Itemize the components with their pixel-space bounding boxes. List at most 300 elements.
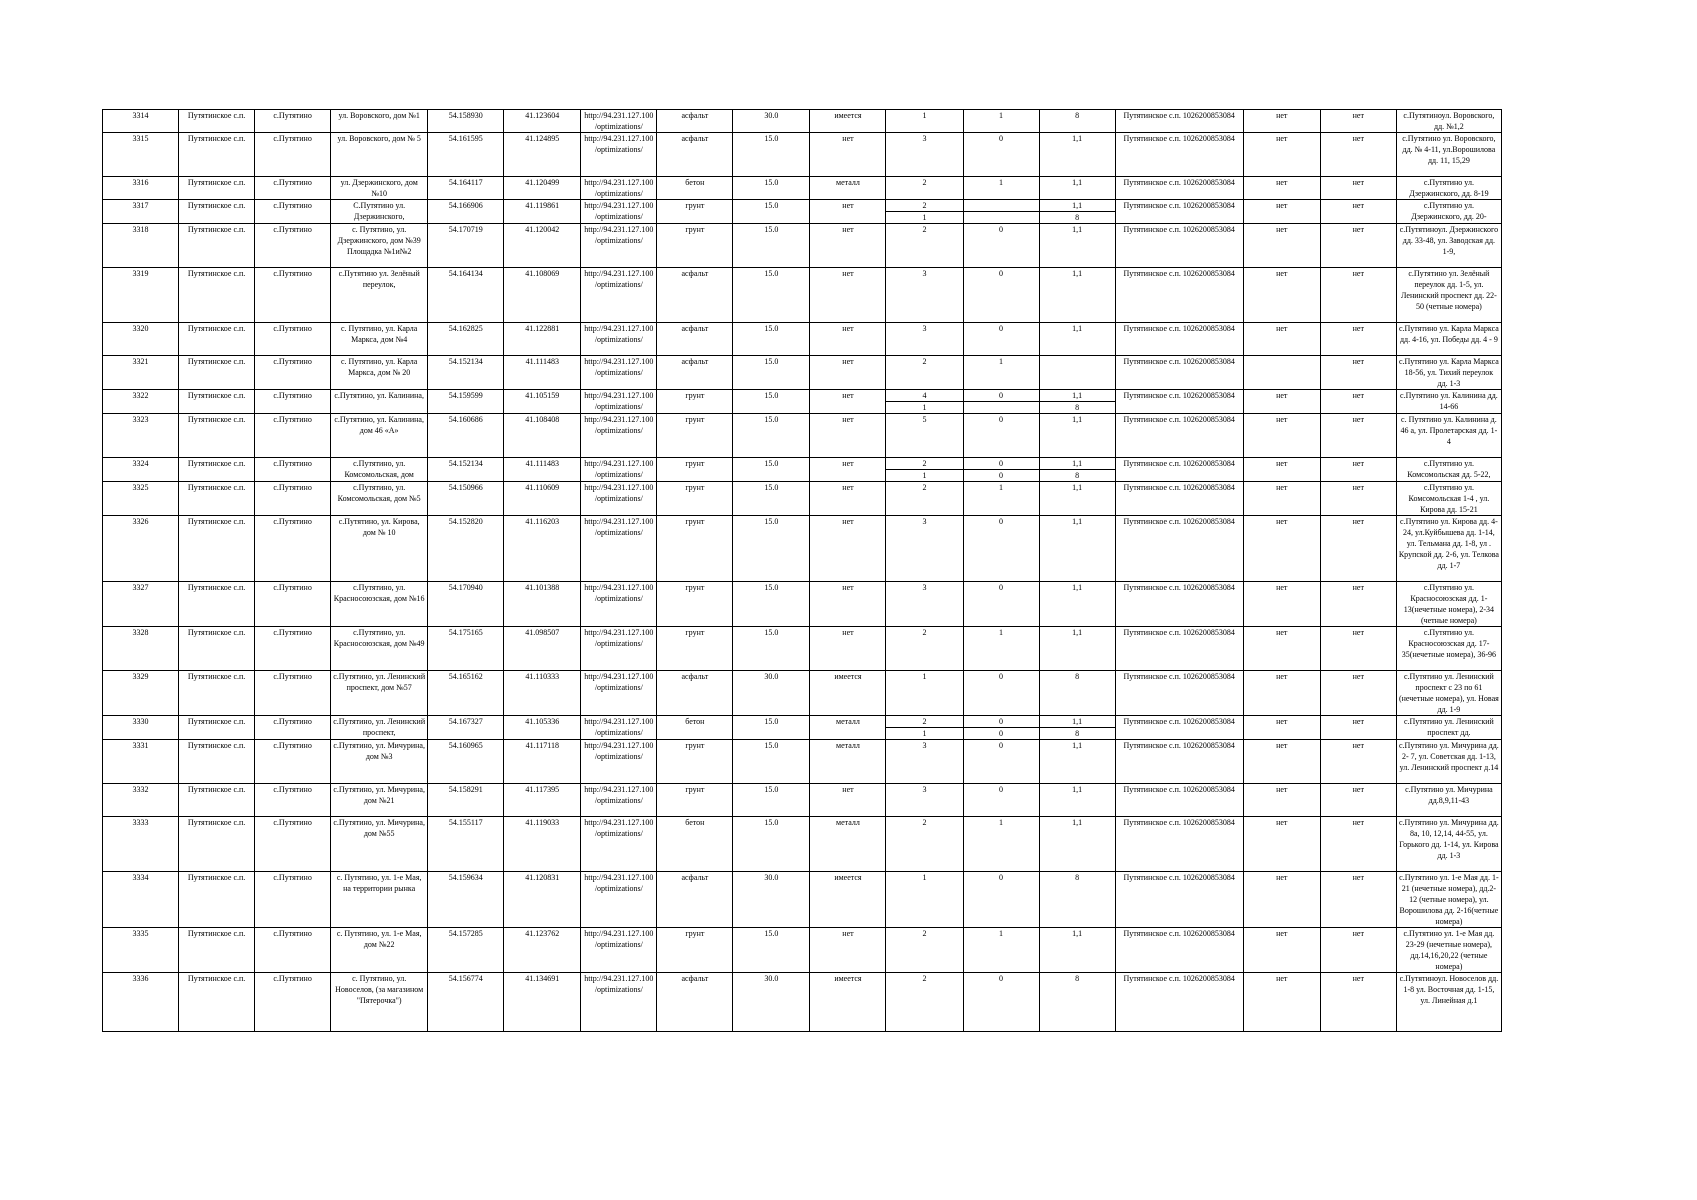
cell-container-count-2-part: 1 — [999, 628, 1004, 637]
cell-container-count-2-part: 1 — [999, 483, 1004, 492]
cell-container-count-2-part: 0 — [999, 459, 1004, 468]
cell-flag-1: нет — [1243, 414, 1320, 458]
cell-container-count-2-part: 0 — [999, 873, 1004, 882]
cell-settlement: Путятинское с.п. — [179, 323, 255, 356]
table-row — [103, 200, 1502, 224]
cell-longitude: 41.105159 — [504, 390, 581, 414]
cell-locality: с.Путятино — [255, 482, 331, 516]
cell-url: http://94.231.127.100/optimizations/ — [581, 716, 657, 740]
cell-container-count-2 — [963, 110, 1039, 133]
cell-locality: с.Путятино — [255, 268, 331, 323]
cell-volume-part: 1,1 — [1072, 583, 1083, 592]
cell-volume — [1039, 323, 1115, 356]
cell-flag-1: нет — [1243, 482, 1320, 516]
cell-volume-part: 8 — [1040, 401, 1115, 413]
cell-area: 30.0 — [733, 110, 810, 133]
cell-settlement: Путятинское с.п. — [179, 784, 255, 817]
cell-flag-1: нет — [1243, 716, 1320, 740]
cell-latitude: 54.170940 — [428, 582, 504, 627]
cell-flag-2: нет — [1320, 482, 1396, 516]
cell-surface: асфальт — [657, 356, 733, 390]
cell-number: 3331 — [103, 740, 179, 784]
cell-fence: металл — [810, 817, 886, 872]
cell-owner: Путятинское с.п. 1026200853084 — [1115, 482, 1243, 516]
cell-served-addresses: с.Путятино ул. Карла Маркса 18-56, ул. Тихий переулок дд. 1-3 — [1396, 356, 1501, 390]
cell-flag-1: нет — [1243, 817, 1320, 872]
cell-locality: с.Путятино — [255, 390, 331, 414]
cell-address: с. Путятино, ул. 1-е Мая, дом №22 — [331, 928, 428, 973]
cell-container-count — [886, 224, 963, 268]
cell-fence: нет — [810, 390, 886, 414]
table-row — [103, 268, 1502, 323]
cell-volume-part: 8 — [1075, 974, 1080, 983]
cell-container-count-2-part: 0 — [999, 134, 1004, 143]
cell-container-count-2 — [963, 133, 1039, 177]
cell-flag-1: нет — [1243, 671, 1320, 716]
cell-container-count-part: 2 — [922, 483, 927, 492]
cell-container-count-2-part: 0 — [999, 717, 1004, 726]
cell-area: 30.0 — [733, 973, 810, 1032]
cell-container-count-2 — [963, 872, 1039, 928]
cell-flag-2: нет — [1320, 627, 1396, 671]
cell-number: 3320 — [103, 323, 179, 356]
cell-address: с.Путятино, ул. Мичурина, дом №21 — [331, 784, 428, 817]
cell-served-addresses: с.Путятиноул. Воровского, дд. №1,2 — [1396, 110, 1501, 133]
cell-volume — [1039, 390, 1115, 414]
cell-container-count — [886, 133, 963, 177]
cell-flag-1: нет — [1243, 973, 1320, 1032]
cell-fence: нет — [810, 784, 886, 817]
cell-served-addresses: с.Путятино ул. Ленинский проспект дд. — [1396, 716, 1501, 740]
waste-sites-table — [102, 109, 1502, 1032]
cell-latitude: 54.160965 — [428, 740, 504, 784]
cell-longitude: 41.098507 — [504, 627, 581, 671]
cell-address: ул. Воровского, дом № 5 — [331, 133, 428, 177]
cell-fence: имеется — [810, 973, 886, 1032]
cell-flag-2: нет — [1320, 390, 1396, 414]
cell-container-count-2-part: 0 — [999, 974, 1004, 983]
cell-area: 15.0 — [733, 323, 810, 356]
cell-served-addresses: с.Путятино ул. Красносоюзская дд. 1-13(нечетные номера), 2-34 (четные номера) — [1396, 582, 1501, 627]
cell-flag-2: нет — [1320, 928, 1396, 973]
cell-settlement: Путятинское с.п. — [179, 627, 255, 671]
cell-flag-2: нет — [1320, 973, 1396, 1032]
cell-url: http://94.231.127.100/optimizations/ — [581, 414, 657, 458]
cell-container-count-part: 1 — [886, 401, 962, 413]
table-row — [103, 784, 1502, 817]
cell-latitude: 54.150966 — [428, 482, 504, 516]
cell-container-count-2-part: 0 — [999, 269, 1004, 278]
cell-surface: грунт — [657, 582, 733, 627]
cell-latitude: 54.159599 — [428, 390, 504, 414]
table-row — [103, 414, 1502, 458]
cell-owner: Путятинское с.п. 1026200853084 — [1115, 973, 1243, 1032]
table-row — [103, 177, 1502, 200]
cell-fence: металл — [810, 716, 886, 740]
cell-volume — [1039, 516, 1115, 582]
cell-address: с.Путятино ул. Зелёный переулок, — [331, 268, 428, 323]
cell-url: http://94.231.127.100/optimizations/ — [581, 582, 657, 627]
cell-address: с.Путятино, ул. Комсомольская, дом №5 — [331, 482, 428, 516]
cell-container-count — [886, 414, 963, 458]
cell-number: 3315 — [103, 133, 179, 177]
cell-flag-2: нет — [1320, 177, 1396, 200]
cell-container-count-2 — [963, 516, 1039, 582]
cell-latitude: 54.152134 — [428, 356, 504, 390]
cell-longitude: 41.101388 — [504, 582, 581, 627]
cell-owner: Путятинское с.п. 1026200853084 — [1115, 872, 1243, 928]
cell-fence: металл — [810, 740, 886, 784]
cell-longitude: 41.124895 — [504, 133, 581, 177]
cell-number: 3326 — [103, 516, 179, 582]
cell-served-addresses: с.Путятино ул. Мичурина дд. 2- 7, ул. Советская дд. 1-13, ул. Ленинский проспект д.14 — [1396, 740, 1501, 784]
cell-address: С.Путятино ул. Дзержинского, — [331, 200, 428, 224]
cell-fence: нет — [810, 356, 886, 390]
cell-surface: грунт — [657, 627, 733, 671]
cell-container-count-2-part: 0 — [999, 324, 1004, 333]
cell-served-addresses: с.Путятино ул. Карла Маркса дд. 4-16, ул. Победы дд. 4 - 9 — [1396, 323, 1501, 356]
cell-container-count-part: 3 — [922, 324, 927, 333]
cell-surface: асфальт — [657, 973, 733, 1032]
cell-locality: с.Путятино — [255, 973, 331, 1032]
table-row — [103, 516, 1502, 582]
cell-number: 3317 — [103, 200, 179, 224]
cell-fence: нет — [810, 516, 886, 582]
cell-area: 15.0 — [733, 482, 810, 516]
cell-container-count-2-part — [964, 401, 1039, 413]
table-row — [103, 671, 1502, 716]
cell-container-count-part: 1 — [886, 727, 962, 739]
cell-number: 3323 — [103, 414, 179, 458]
cell-latitude: 54.159634 — [428, 872, 504, 928]
cell-number: 3324 — [103, 458, 179, 482]
cell-longitude: 41.110333 — [504, 671, 581, 716]
cell-latitude: 54.166906 — [428, 200, 504, 224]
cell-volume-part: 1,1 — [1072, 818, 1083, 827]
table-body — [103, 110, 1502, 1032]
cell-address: с.Путятино, ул. Калинина, — [331, 390, 428, 414]
cell-number: 3332 — [103, 784, 179, 817]
cell-number: 3321 — [103, 356, 179, 390]
cell-settlement: Путятинское с.п. — [179, 482, 255, 516]
cell-volume — [1039, 671, 1115, 716]
cell-container-count-part: 3 — [922, 741, 927, 750]
cell-longitude: 41.111483 — [504, 356, 581, 390]
cell-volume — [1039, 200, 1115, 224]
cell-fence: металл — [810, 177, 886, 200]
cell-volume-part: 1,1 — [1072, 178, 1083, 187]
table-row — [103, 482, 1502, 516]
cell-url: http://94.231.127.100/optimizations/ — [581, 627, 657, 671]
cell-owner: Путятинское с.п. 1026200853084 — [1115, 390, 1243, 414]
cell-owner: Путятинское с.п. 1026200853084 — [1115, 817, 1243, 872]
cell-address: ул. Воровского, дом №1 — [331, 110, 428, 133]
cell-url: http://94.231.127.100/optimizations/ — [581, 177, 657, 200]
cell-volume — [1039, 110, 1115, 133]
table-row — [103, 973, 1502, 1032]
table-row — [103, 872, 1502, 928]
cell-address: с.Путятино, ул. Комсомольская, дом — [331, 458, 428, 482]
cell-owner: Путятинское с.п. 1026200853084 — [1115, 582, 1243, 627]
cell-longitude: 41.116203 — [504, 516, 581, 582]
cell-latitude: 54.164134 — [428, 268, 504, 323]
cell-surface: бетон — [657, 716, 733, 740]
cell-container-count-2 — [963, 716, 1039, 740]
cell-locality: с.Путятино — [255, 224, 331, 268]
cell-flag-2: нет — [1320, 458, 1396, 482]
cell-area: 15.0 — [733, 458, 810, 482]
cell-owner: Путятинское с.п. 1026200853084 — [1115, 784, 1243, 817]
cell-container-count — [886, 110, 963, 133]
cell-fence: нет — [810, 414, 886, 458]
cell-url: http://94.231.127.100/optimizations/ — [581, 973, 657, 1032]
cell-container-count-part: 2 — [922, 818, 927, 827]
cell-area: 15.0 — [733, 390, 810, 414]
table-row — [103, 458, 1502, 482]
cell-flag-1: нет — [1243, 268, 1320, 323]
registry-document — [102, 109, 1502, 1032]
cell-container-count-2-part: 0 — [999, 225, 1004, 234]
cell-container-count-2-part — [966, 200, 1037, 211]
cell-url: http://94.231.127.100/optimizations/ — [581, 268, 657, 323]
cell-number: 3319 — [103, 268, 179, 323]
cell-container-count-part: 2 — [922, 178, 927, 187]
cell-address: с.Путятино, ул. Ленинский проспект, — [331, 716, 428, 740]
cell-container-count-2 — [963, 784, 1039, 817]
cell-latitude: 54.162825 — [428, 323, 504, 356]
cell-fence: имеется — [810, 110, 886, 133]
cell-url: http://94.231.127.100/optimizations/ — [581, 817, 657, 872]
cell-url: http://94.231.127.100/optimizations/ — [581, 740, 657, 784]
cell-surface: бетон — [657, 177, 733, 200]
cell-flag-1 — [1243, 356, 1320, 390]
cell-served-addresses: с.Путятино ул. Комсомольская дд. 5-22, — [1396, 458, 1501, 482]
cell-flag-1: нет — [1243, 928, 1320, 973]
cell-url: http://94.231.127.100/optimizations/ — [581, 784, 657, 817]
cell-area: 15.0 — [733, 356, 810, 390]
cell-url: http://94.231.127.100/optimizations/ — [581, 356, 657, 390]
cell-latitude: 54.164117 — [428, 177, 504, 200]
cell-flag-1: нет — [1243, 740, 1320, 784]
cell-latitude: 54.165162 — [428, 671, 504, 716]
cell-volume-part: 8 — [1040, 469, 1115, 481]
cell-longitude: 41.120499 — [504, 177, 581, 200]
cell-locality: с.Путятино — [255, 627, 331, 671]
cell-address: с. Путятино, ул. Дзержинского, дом №39 Площадка №1и№2 — [331, 224, 428, 268]
cell-volume-part: 8 — [1075, 672, 1080, 681]
table-row — [103, 740, 1502, 784]
cell-owner: Путятинское с.п. 1026200853084 — [1115, 268, 1243, 323]
cell-fence: нет — [810, 200, 886, 224]
cell-volume — [1039, 133, 1115, 177]
cell-surface: грунт — [657, 928, 733, 973]
cell-container-count-2-part: 0 — [999, 785, 1004, 794]
cell-volume — [1039, 928, 1115, 973]
cell-settlement: Путятинское с.п. — [179, 928, 255, 973]
cell-container-count-part: 3 — [922, 583, 927, 592]
cell-area: 15.0 — [733, 414, 810, 458]
cell-volume-part: 1,1 — [1072, 391, 1083, 400]
cell-flag-2: нет — [1320, 224, 1396, 268]
cell-owner: Путятинское с.п. 1026200853084 — [1115, 928, 1243, 973]
cell-container-count-2-part: 0 — [999, 672, 1004, 681]
cell-container-count — [886, 323, 963, 356]
cell-surface: асфальт — [657, 671, 733, 716]
cell-served-addresses: с.Путятино ул. Мичурина дд.8,9,11-43 — [1396, 784, 1501, 817]
cell-latitude: 54.156774 — [428, 973, 504, 1032]
cell-container-count-part: 3 — [922, 134, 927, 143]
cell-volume — [1039, 973, 1115, 1032]
cell-flag-2: нет — [1320, 817, 1396, 872]
cell-container-count-2 — [963, 356, 1039, 390]
cell-volume-part: 1,1 — [1072, 134, 1083, 143]
cell-owner: Путятинское с.п. 1026200853084 — [1115, 414, 1243, 458]
cell-flag-1: нет — [1243, 133, 1320, 177]
cell-flag-1: нет — [1243, 110, 1320, 133]
cell-flag-2: нет — [1320, 872, 1396, 928]
table-row — [103, 582, 1502, 627]
cell-latitude: 54.158291 — [428, 784, 504, 817]
cell-container-count — [886, 716, 963, 740]
cell-container-count-2 — [963, 268, 1039, 323]
cell-flag-1: нет — [1243, 582, 1320, 627]
cell-fence: нет — [810, 458, 886, 482]
cell-url: http://94.231.127.100/optimizations/ — [581, 224, 657, 268]
cell-container-count-2 — [963, 414, 1039, 458]
cell-latitude: 54.157285 — [428, 928, 504, 973]
table-row — [103, 627, 1502, 671]
cell-surface: грунт — [657, 390, 733, 414]
cell-url: http://94.231.127.100/optimizations/ — [581, 671, 657, 716]
cell-served-addresses: с.Путятиноул. Дзержинского дд. 33-48, ул. Заводская дд. 1-9, — [1396, 224, 1501, 268]
cell-container-count-2-part: 1 — [999, 111, 1004, 120]
cell-volume-part: 1,1 — [1072, 717, 1083, 726]
cell-surface: асфальт — [657, 268, 733, 323]
cell-address: с. Путятино, ул. 1-е Мая, на территории рынка — [331, 872, 428, 928]
cell-flag-2: нет — [1320, 414, 1396, 458]
cell-volume — [1039, 627, 1115, 671]
cell-surface: грунт — [657, 200, 733, 224]
cell-url: http://94.231.127.100/optimizations/ — [581, 110, 657, 133]
cell-latitude: 54.161595 — [428, 133, 504, 177]
cell-flag-1: нет — [1243, 200, 1320, 224]
cell-volume — [1039, 740, 1115, 784]
cell-locality: с.Путятино — [255, 356, 331, 390]
cell-locality: с.Путятино — [255, 516, 331, 582]
cell-latitude: 54.152820 — [428, 516, 504, 582]
cell-locality: с.Путятино — [255, 414, 331, 458]
cell-fence: нет — [810, 323, 886, 356]
cell-latitude: 54.170719 — [428, 224, 504, 268]
cell-latitude: 54.152134 — [428, 458, 504, 482]
cell-number: 3336 — [103, 973, 179, 1032]
cell-locality: с.Путятино — [255, 740, 331, 784]
cell-locality: с.Путятино — [255, 200, 331, 224]
cell-longitude: 41.134691 — [504, 973, 581, 1032]
cell-flag-1: нет — [1243, 323, 1320, 356]
cell-container-count-2 — [963, 323, 1039, 356]
cell-locality: с.Путятино — [255, 872, 331, 928]
cell-container-count — [886, 928, 963, 973]
cell-container-count-2 — [963, 973, 1039, 1032]
cell-container-count — [886, 582, 963, 627]
cell-container-count-part: 1 — [886, 211, 962, 223]
cell-container-count-part: 2 — [922, 357, 927, 366]
cell-locality: с.Путятино — [255, 582, 331, 627]
cell-area: 15.0 — [733, 627, 810, 671]
table-row — [103, 323, 1502, 356]
cell-volume-part: 1,1 — [1072, 785, 1083, 794]
cell-served-addresses: с.Путятиноул. Новоселов дд. 1-8 ул. Восточная дд. 1-15, ул. Линейная д.1 — [1396, 973, 1501, 1032]
cell-address: с.Путятино, ул. Кирова, дом № 10 — [331, 516, 428, 582]
cell-settlement: Путятинское с.п. — [179, 516, 255, 582]
cell-volume-part: 1,1 — [1072, 324, 1083, 333]
table-row — [103, 390, 1502, 414]
cell-address: с. Путятино, ул. Карла Маркса, дом №4 — [331, 323, 428, 356]
cell-container-count — [886, 268, 963, 323]
cell-fence: нет — [810, 627, 886, 671]
cell-address: с.Путятино, ул. Красносоюзская, дом №49 — [331, 627, 428, 671]
cell-area: 15.0 — [733, 740, 810, 784]
cell-flag-1: нет — [1243, 224, 1320, 268]
cell-settlement: Путятинское с.п. — [179, 414, 255, 458]
cell-volume-part: 1,1 — [1072, 225, 1083, 234]
cell-container-count-2 — [963, 582, 1039, 627]
cell-owner: Путятинское с.п. 1026200853084 — [1115, 458, 1243, 482]
cell-owner: Путятинское с.п. 1026200853084 — [1115, 133, 1243, 177]
cell-volume-part: 1,1 — [1072, 517, 1083, 526]
cell-fence: нет — [810, 928, 886, 973]
cell-owner: Путятинское с.п. 1026200853084 — [1115, 671, 1243, 716]
cell-url: http://94.231.127.100/optimizations/ — [581, 872, 657, 928]
cell-served-addresses: с.Путятино ул. 1-е Мая дд. 23-29 (нечетные номера), дд.14,16,20,22 (четные номера) — [1396, 928, 1501, 973]
cell-address: с.Путятино, ул. Мичурина, дом №3 — [331, 740, 428, 784]
cell-container-count — [886, 200, 963, 224]
cell-longitude: 41.111483 — [504, 458, 581, 482]
cell-flag-1: нет — [1243, 458, 1320, 482]
cell-address: с.Путятино, ул. Ленинский проспект, дом №57 — [331, 671, 428, 716]
cell-surface: асфальт — [657, 323, 733, 356]
cell-number: 3314 — [103, 110, 179, 133]
cell-fence: имеется — [810, 872, 886, 928]
cell-surface: асфальт — [657, 110, 733, 133]
cell-volume-part: 8 — [1040, 727, 1115, 739]
cell-owner: Путятинское с.п. 1026200853084 — [1115, 740, 1243, 784]
cell-flag-1: нет — [1243, 784, 1320, 817]
cell-locality: с.Путятино — [255, 110, 331, 133]
cell-fence: нет — [810, 133, 886, 177]
cell-container-count-part: 2 — [922, 929, 927, 938]
cell-owner: Путятинское с.п. 1026200853084 — [1115, 627, 1243, 671]
cell-area: 15.0 — [733, 716, 810, 740]
cell-container-count-2 — [963, 671, 1039, 716]
cell-container-count-2-part: 1 — [999, 929, 1004, 938]
cell-container-count-2 — [963, 390, 1039, 414]
cell-served-addresses: с.Путятино ул. Красносоюзская дд. 17-35(нечетные номера), 36-96 — [1396, 627, 1501, 671]
cell-url: http://94.231.127.100/optimizations/ — [581, 200, 657, 224]
cell-url: http://94.231.127.100/optimizations/ — [581, 482, 657, 516]
cell-served-addresses: с.Путятино ул. Дзержинского, дд. 20- — [1396, 200, 1501, 224]
cell-flag-1: нет — [1243, 177, 1320, 200]
cell-container-count-part: 5 — [922, 415, 927, 424]
cell-settlement: Путятинское с.п. — [179, 458, 255, 482]
cell-surface: бетон — [657, 817, 733, 872]
cell-number: 3316 — [103, 177, 179, 200]
cell-container-count-2 — [963, 740, 1039, 784]
cell-container-count-part: 2 — [922, 717, 927, 726]
cell-container-count-part: 2 — [922, 628, 927, 637]
cell-flag-1: нет — [1243, 872, 1320, 928]
